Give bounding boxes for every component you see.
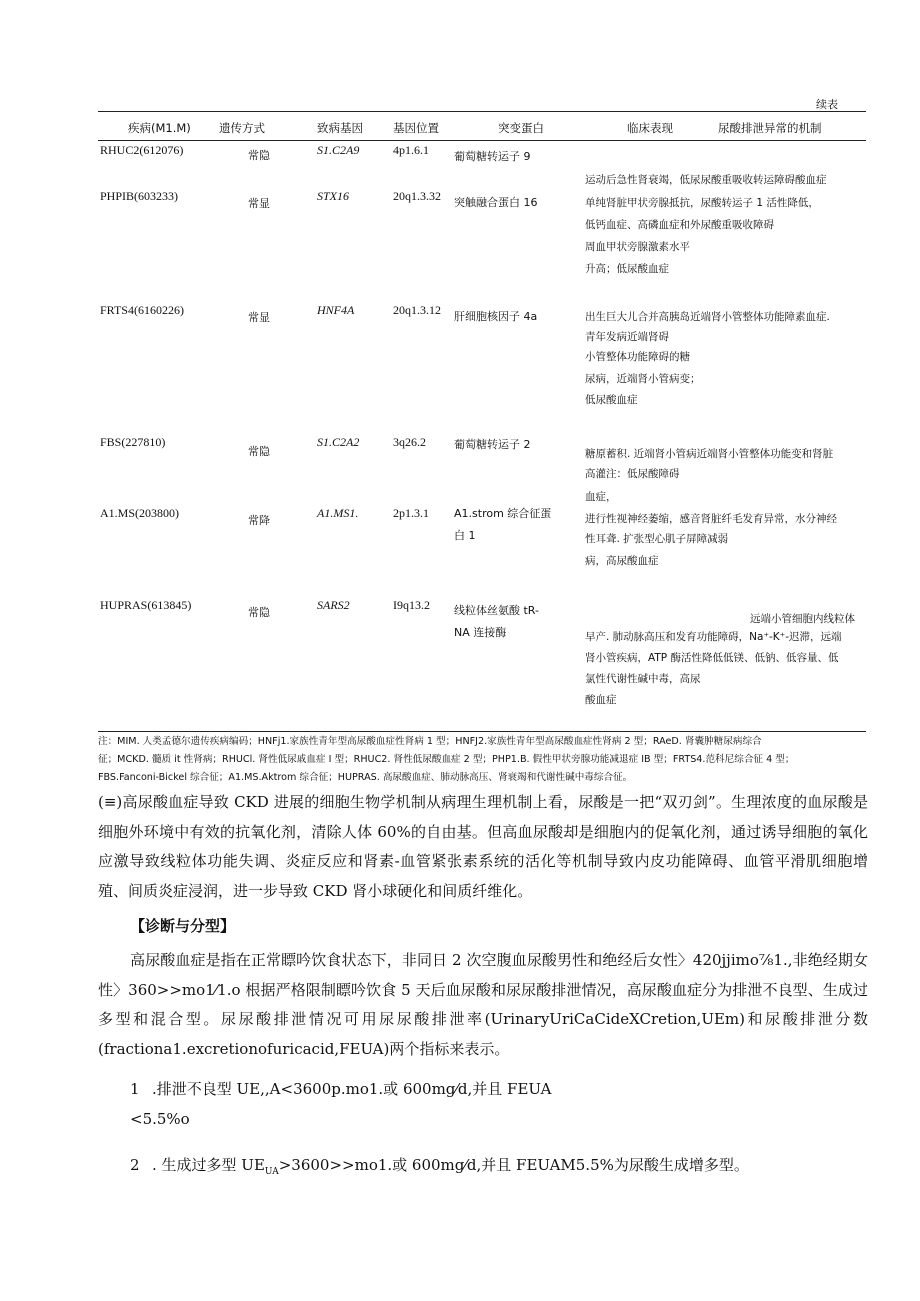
clinical-line: 单纯肾脏甲状旁腺抵抗，尿酸转运子 1 活性降低，: [585, 197, 819, 209]
clinical-line: 周血甲状旁腺激素水平: [585, 241, 690, 253]
clinical-line: 性耳聋. 扩张型心肌子屏障减弱: [585, 533, 729, 545]
list-text: >3600>>mo1.或 600mg⁄d,并且 FEUAM5.5%为尿酸生成增多型。: [278, 1156, 749, 1174]
row-inheritance: 常隐: [248, 606, 270, 619]
table-note-line: 注：MIM. 人类孟德尔遗传疾病编码；HNFj1.家族性青年型高尿酸血症性肾病 1 型；HNFJ2.家族性青年型高尿酸血症性肾病 2 型；RAeD. 肾囊肿糖尿病综合: [98, 736, 762, 747]
clinical-line: 低钙血症、高磷血症和外尿酸重吸收障碍: [585, 219, 774, 231]
header-mechanism: 尿酸排泄异常的机制: [718, 121, 822, 135]
table-note-line: 征；MCKD. 髓质 it 性肾病；RHUCl. 肾性低尿戚血症 I 型；RHUC2. 肾性低尿酸血症 2 型；PHP1.B. 假性甲状旁腺功能减退症 IB 型；FRTS4.范科尼综合征 4 型；: [98, 754, 795, 765]
table-top-rule: [98, 111, 866, 112]
clinical-line: 肾小管疾病，ATP 酶活性降低低镁、低钠、低容量、低: [585, 652, 839, 664]
list-number: 2: [130, 1156, 140, 1174]
list-text: . 生成过多型 UE: [152, 1156, 265, 1174]
table-bottom-rule: [98, 731, 866, 732]
list-number: 1: [130, 1080, 140, 1098]
row-disease: HUPRAS(613845): [100, 598, 192, 612]
row-gene: A1.MS1.: [317, 506, 359, 520]
row-gene: HNF4A: [317, 303, 355, 317]
row-protein: 线粒体丝氨酸 tR-NA 连接酶: [454, 604, 539, 639]
clinical-line: 小管整体功能障碍的糖: [585, 351, 690, 363]
clinical-line: 青年发病近端肾碍: [585, 331, 669, 343]
clinical-line: 酸血症: [585, 694, 617, 706]
clinical-line: 高灌注：低尿酸障碍: [585, 468, 680, 480]
header-disease: 疾病(M1.M): [128, 121, 191, 135]
diagnosis-text: 高尿酸血症是指在正常瞟吟饮食状态下，非同日 2 次空腹血尿酸男性和绝经后女性〉420jjimo⅞1.,非绝经期女性〉360>>mo1⁄1.o 根据严格限制瞟吟饮食 5 天后血尿酸和尿尿酸排泄情况，高尿酸血症分为排泄不良型、生成过多型和混合型。尿尿酸排泄情况可用尿尿酸排泄率(UrinaryUriCaCideXCretion,UEm)和尿酸排泄分数(fractiona1.excretionofuricacid,FEUA)两个指标来表示。: [98, 951, 868, 1058]
row-inheritance: 常隐: [248, 149, 270, 162]
row-location: 20q1.3.32: [393, 189, 441, 203]
row-inheritance: 常显: [248, 197, 270, 210]
header-gene: 致病基因: [317, 121, 363, 135]
clinical-line: 远端小管细胞内线粒体: [750, 613, 855, 625]
section-heading: 【诊断与分型】: [130, 917, 236, 935]
row-gene: S1.C2A9: [317, 143, 360, 157]
clinical-line: 糖原蓄积. 近端肾小管病近端肾小管整体功能变和肾脏: [585, 448, 834, 460]
row-protein: A1.strom 综合征蛋白 1: [454, 507, 552, 542]
row-disease: RHUC2(612076): [100, 143, 184, 157]
row-disease: A1.MS(203800): [100, 506, 180, 520]
list-item-1: [130, 1078, 551, 1099]
row-inheritance: 常显: [248, 311, 270, 324]
list-item-1-cont: <5.5%o: [130, 1110, 190, 1128]
clinical-line: 低尿酸血症: [585, 394, 638, 406]
row-inheritance: 常降: [248, 514, 270, 527]
row-protein: 葡萄糖转运子 9: [454, 150, 531, 163]
row-disease: FRTS4(6160226): [100, 303, 184, 317]
header-clinical: 临床表现: [627, 121, 673, 135]
table-note-line: FBS.Fanconi-Bickel 综合征；A1.MS.Aktrom 综合征；HUPRAS. 高尿酸血症、肺动脉高压、肾衰竭和代谢性碱中毒综合征。: [98, 772, 633, 783]
row-disease: PHPIB(603233): [100, 189, 179, 203]
body-paragraph-mechanism: (≡)高尿酸血症导致 CKD 进展的细胞生物学机制从病理生理机制上看，尿酸是一把“双刃剑”。生理浓度的血尿酸是细胞外环境中有效的抗氧化剂，清除人体 60%的自由基。但高血尿酸却是细胞内的促氧化剂，通过诱导细胞的氧化应激导致线粒体功能失调、炎症反应和肾素-血管紧张素系统的活化等机制导致内皮功能障碍、血管平滑肌细胞增殖、间质炎症浸润，进一步导致 CKD 肾小球硬化和间质纤维化。: [98, 793, 868, 900]
row-gene: SARS2: [317, 598, 350, 612]
list-item-2: [130, 1154, 749, 1177]
row-location: 20q1.3.12: [393, 303, 441, 317]
clinical-line: 升高；低尿酸血症: [585, 263, 669, 275]
row-protein: 葡萄糖转运子 2: [454, 438, 531, 451]
header-protein: 突变蛋白: [498, 121, 544, 135]
clinical-line: 出生巨大儿合并高胰岛近端肾小管整体功能障素血症.: [585, 311, 830, 323]
clinical-line: 运动后急性肾衰竭，低尿尿酸重吸收转运障碍酸血症: [585, 174, 827, 186]
row-location: 4p1.6.1: [393, 143, 429, 157]
row-location: I9q13.2: [393, 598, 430, 612]
header-inheritance: 遗传方式: [219, 121, 265, 135]
clinical-line: 血症，: [585, 491, 617, 503]
clinical-line: 病，高尿酸血症: [585, 555, 659, 567]
clinical-line: 氯性代谢性碱中毒，高尿: [585, 673, 701, 685]
row-protein: 突触融合蛋白 16: [454, 196, 538, 209]
row-protein: 肝细胞核因子 4a: [454, 310, 538, 323]
clinical-line: 尿病，近端肾小管病变；: [585, 373, 701, 385]
clinical-line: 进行性视神经萎缩，感音肾脏纤毛发育异常，水分神经: [585, 513, 837, 525]
table-header-rule: [98, 140, 866, 141]
clinical-line: 早产. 肺动脉高压和发育功能障碍，Na⁺-K⁺-迟滞，远端: [585, 631, 842, 643]
header-location: 基因位置: [393, 121, 439, 135]
list-subscript: UA: [264, 1167, 279, 1177]
row-location: 3q26.2: [393, 435, 426, 449]
row-gene: STX16: [317, 189, 350, 203]
row-gene: S1.C2A2: [317, 435, 360, 449]
row-inheritance: 常隐: [248, 445, 270, 458]
row-location: 2p1.3.1: [393, 506, 429, 520]
row-disease: FBS(227810): [100, 435, 166, 449]
body-paragraph-diagnosis: [98, 946, 868, 1064]
continued-label: 续表: [816, 98, 838, 111]
list-text: .排泄不良型 UE,,A<3600p.mo1.或 600mg⁄d,并且 FEUA: [152, 1080, 552, 1098]
